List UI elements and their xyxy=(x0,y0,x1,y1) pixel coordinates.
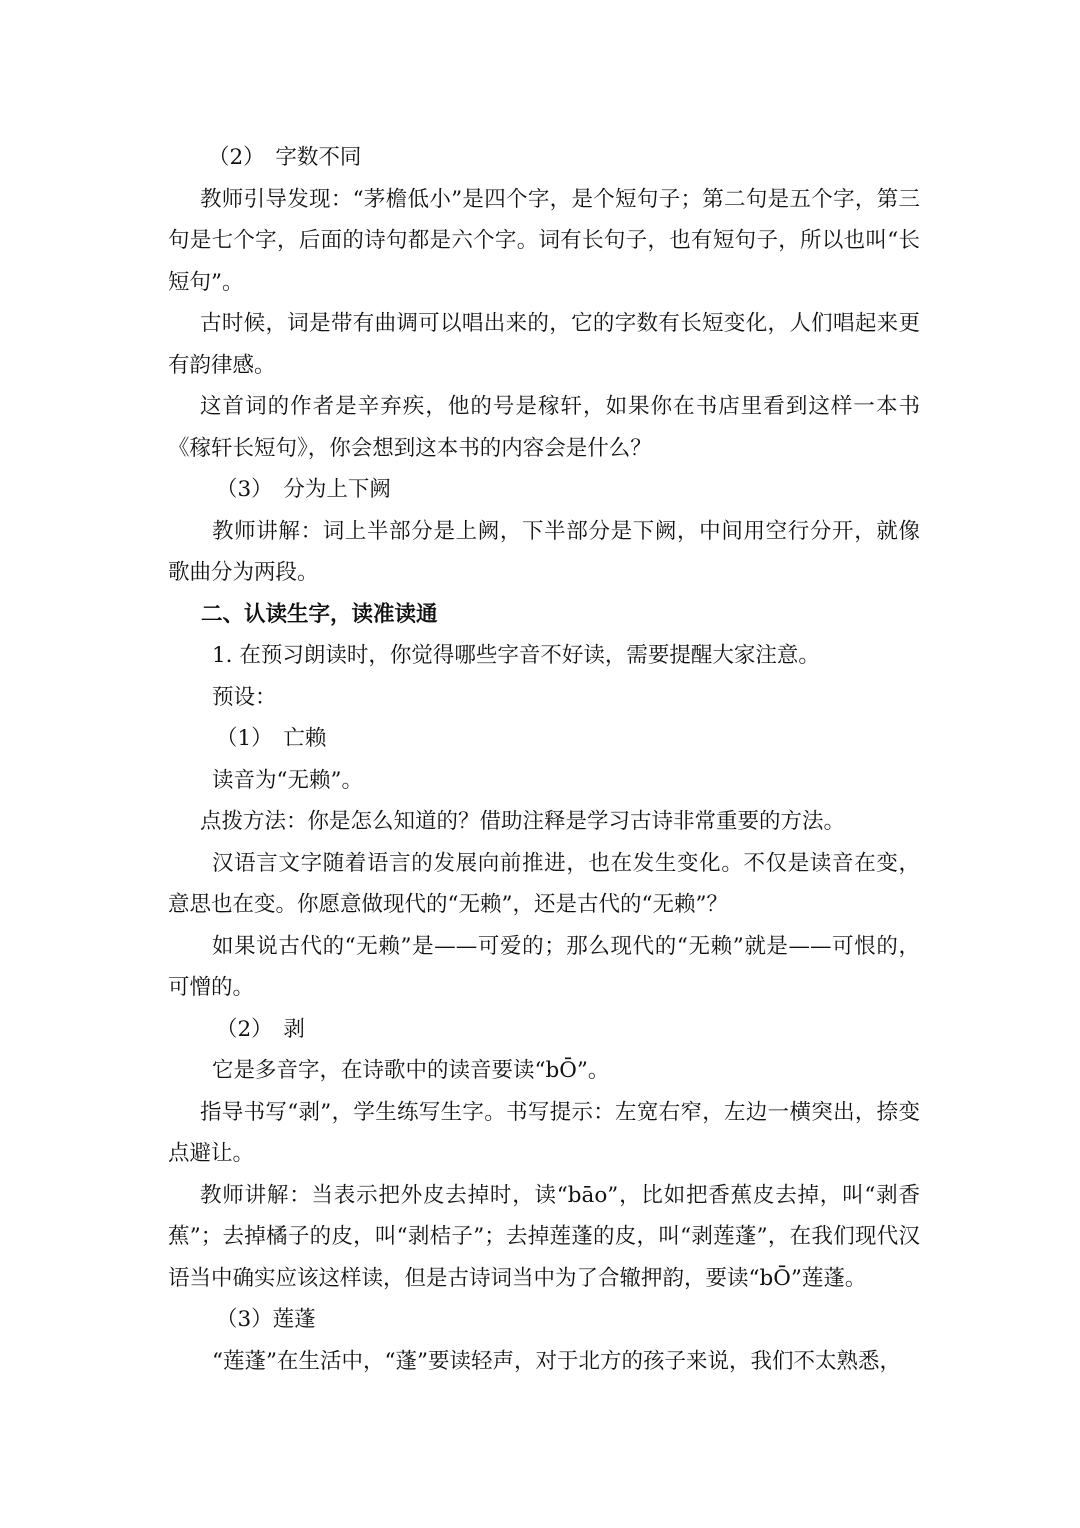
subheading-bo: （2） 剥 xyxy=(216,1016,305,1042)
section-heading-reading: 二、认读生字，读准读通 xyxy=(201,601,438,627)
paragraph-ancient-times: 古时候，词是带有曲调可以唱出来的，它的字数有长短变化，人们唱起来更有韵律感。 xyxy=(168,311,920,378)
subheading-stanzas: （3） 分为上下阙 xyxy=(216,477,391,502)
subheading-wulai: （1） 亡赖 xyxy=(216,726,327,751)
paragraph-pronunciation: 读音为“无赖”。 xyxy=(212,767,363,793)
paragraph-lianpeng: “莲蓬”在生活中，“蓬”要读轻声，对于北方的孩子来说，我们不太熟悉， xyxy=(212,1348,901,1374)
paragraph-polyphone: 它是多音字，在诗歌中的读音要读“bŌ”。 xyxy=(212,1058,610,1083)
subheading-word-count: （2） 字数不同 xyxy=(208,145,362,170)
paragraph-stanza-explanation: 教师讲解：词上半部分是上阙，下半部分是下阙，中间用空行分开，就像歌曲分为两段。 xyxy=(168,518,920,585)
paragraph-teacher-guide: 教师引导发现：“茅檐低小”是四个字，是个短句子；第二句是五个字，第三句是七个字，后面的诗句都是六个字。词有长句子，也有短句子，所以也叫“长短句”。 xyxy=(168,186,920,295)
subheading-lianpeng: （3）莲蓬 xyxy=(216,1307,316,1332)
paragraph-language-change: 汉语言文字随着语言的发展向前推进，也在发生变化。不仅是读音在变，意思也在变。你愿意做现代的“无赖”，还是古代的“无赖”？ xyxy=(168,850,920,917)
paragraph-writing-guide: 指导书写“剥”，学生练写生字。书写提示：左宽右窄，左边一横突出，捺变点避让。 xyxy=(168,1099,920,1166)
paragraph-preview-question: 1. 在预习朗读时，你觉得哪些字音不好读，需要提醒大家注意。 xyxy=(212,643,820,668)
paragraph-ancient-modern: 如果说古代的“无赖”是——可爱的；那么现代的“无赖”就是——可恨的，可憎的。 xyxy=(168,933,920,1000)
paragraph-author: 这首词的作者是辛弃疾，他的号是稼轩，如果你在书店里看到这样一本书《稼轩长短句》，你会想到这本书的内容会是什么？ xyxy=(168,394,920,461)
paragraph-bao-explanation: 教师讲解：当表示把外皮去掉时，读“bāo”，比如把香蕉皮去掉，叫“剥香蕉”；去掉橘子的皮，叫“剥桔子”；去掉莲蓬的皮，叫“剥莲蓬”，在我们现代汉语当中确实应该这样读，但是古诗词当中为了合辙押韵，要读“bŌ”莲蓬。 xyxy=(168,1182,920,1291)
paragraph-method: 点拨方法：你是怎么知道的？借助注释是学习古诗非常重要的方法。 xyxy=(200,809,846,834)
paragraph-preset: 预设： xyxy=(212,684,277,710)
document-body xyxy=(168,137,920,1382)
